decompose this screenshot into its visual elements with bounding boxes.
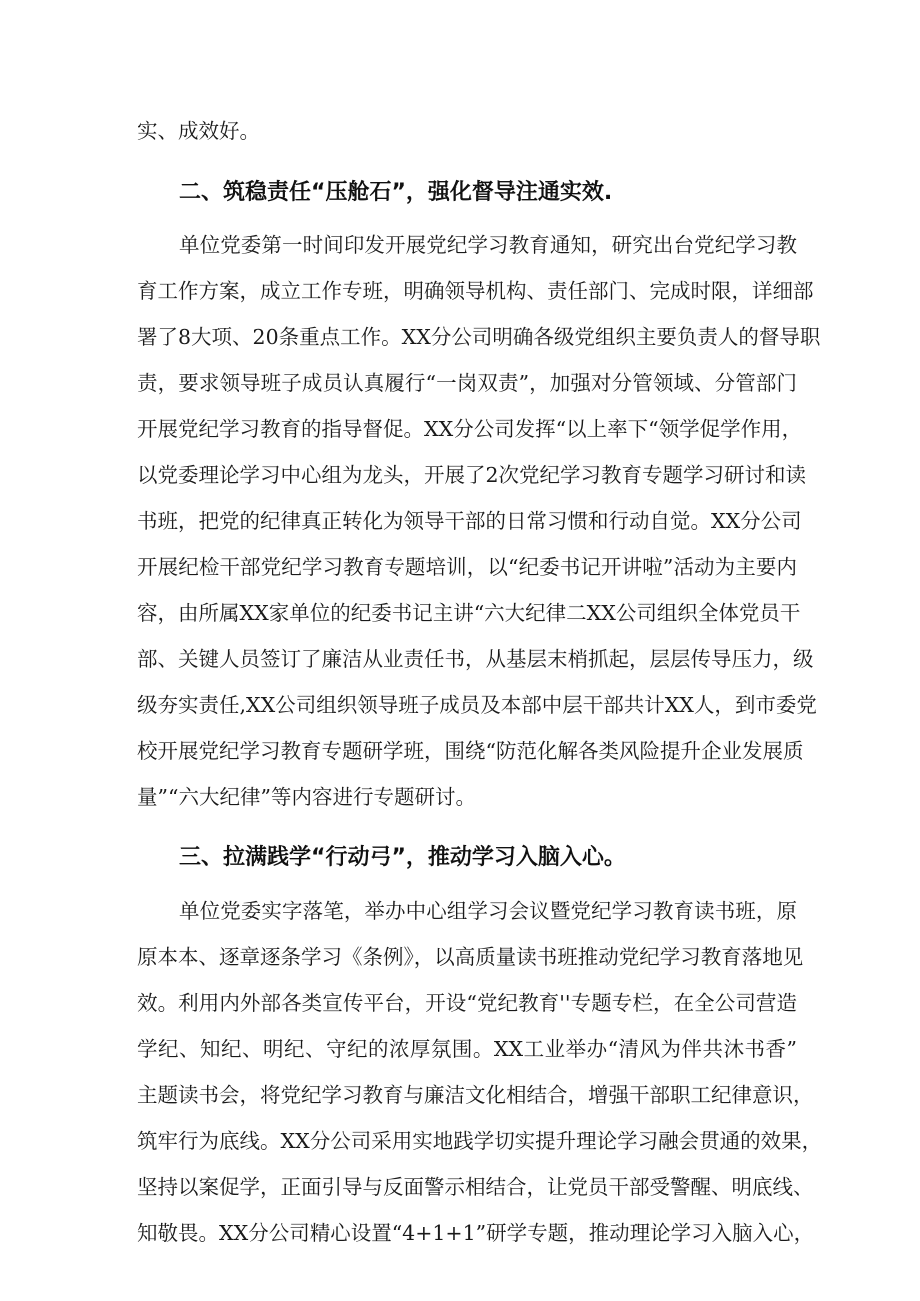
text-line: 原本本、逐章逐条学习《条例》，以高质量读书班推动党纪学习教育落地见 [137,945,804,969]
text-line: 容，由所属XX家单位的纪委书记主讲“六大纪律二XX公司组织全体党员干 [137,601,801,625]
text-line: 育工作方案，成立工作专班，明确领导机构、责任部门、完成时限，详细部 [137,279,814,303]
text-line: 开展党纪学习教育的指导督促。XX分公司发挥“以上率下“领学促学作用， [137,417,803,441]
text-line: 责，要求领导班子成员认真履行“一岗双责”，加强对分管领域、分管部门 [137,371,797,395]
text-line: 单位党委实字落笔，举办中心组学习会议暨党纪学习教育读书班，原 [179,899,797,923]
section-heading-2: 二、筑稳责任“压舱石”，强化督导注通实效. [179,180,613,205]
text-line: 效。利用内外部各类宣传平台，开设“党纪教育''专题专栏，在全公司营造 [137,991,797,1015]
text-line: 坚持以案促学，正面引导与反面警示相结合，让党员干部受警醒、明底线、 [137,1175,814,1199]
text-line: 知敬畏。XX分公司精心设置“4+1+1”研学专题，推动理论学习入脑入心， [137,1221,815,1245]
text-line: 学纪、知纪、明纪、守纪的浓厚氛围。XX工业举办“清风为伴共沐书香” [137,1037,797,1061]
text-line: 主题读书会，将党纪学习教育与廉洁文化相结合，增强干部职工纪律意识， [137,1083,814,1107]
paragraph-continuation: 实、成效好。 [137,119,260,143]
text-line: 单位党委第一时间印发开展党纪学习教育通知，研究出台党纪学习教 [179,233,797,257]
section-heading-3: 三、拉满践学“行动弓”，推动学习入脑入心。 [179,845,626,870]
text-line: 署了8大项、20条重点工作。XX分公司明确各级党组织主要负责人的督导职 [137,325,821,349]
text-line: 部、关键人员签订了廉洁从业责任书，从基层末梢抓起，层层传导压力，级 [137,647,814,671]
text-line: 量”“六大纪律”等内容进行专题研讨。 [137,785,476,809]
text-line: 书班，把党的纪律真正转化为领导干部的日常习惯和行动自觉。XX分公司 [137,509,802,533]
text-line: 开展纪检干部党纪学习教育专题培训，以“纪委书记开讲啦”活动为主要内 [137,555,797,579]
text-line: 筑牢行为底线。XX分公司采用实地践学切实提升理论学习融会贯通的效果， [137,1129,823,1153]
text-line: 以党委理论学习中心组为龙头，开展了2次党纪学习教育专题学习研讨和读 [137,463,807,487]
text-line: 校开展党纪学习教育专题研学班，围绕“防范化解各类风险提升企业发展质 [137,739,804,763]
text-line: 级夯实责任,XX公司组织领导班子成员及本部中层干部共计XX人，到市委党 [137,693,817,717]
